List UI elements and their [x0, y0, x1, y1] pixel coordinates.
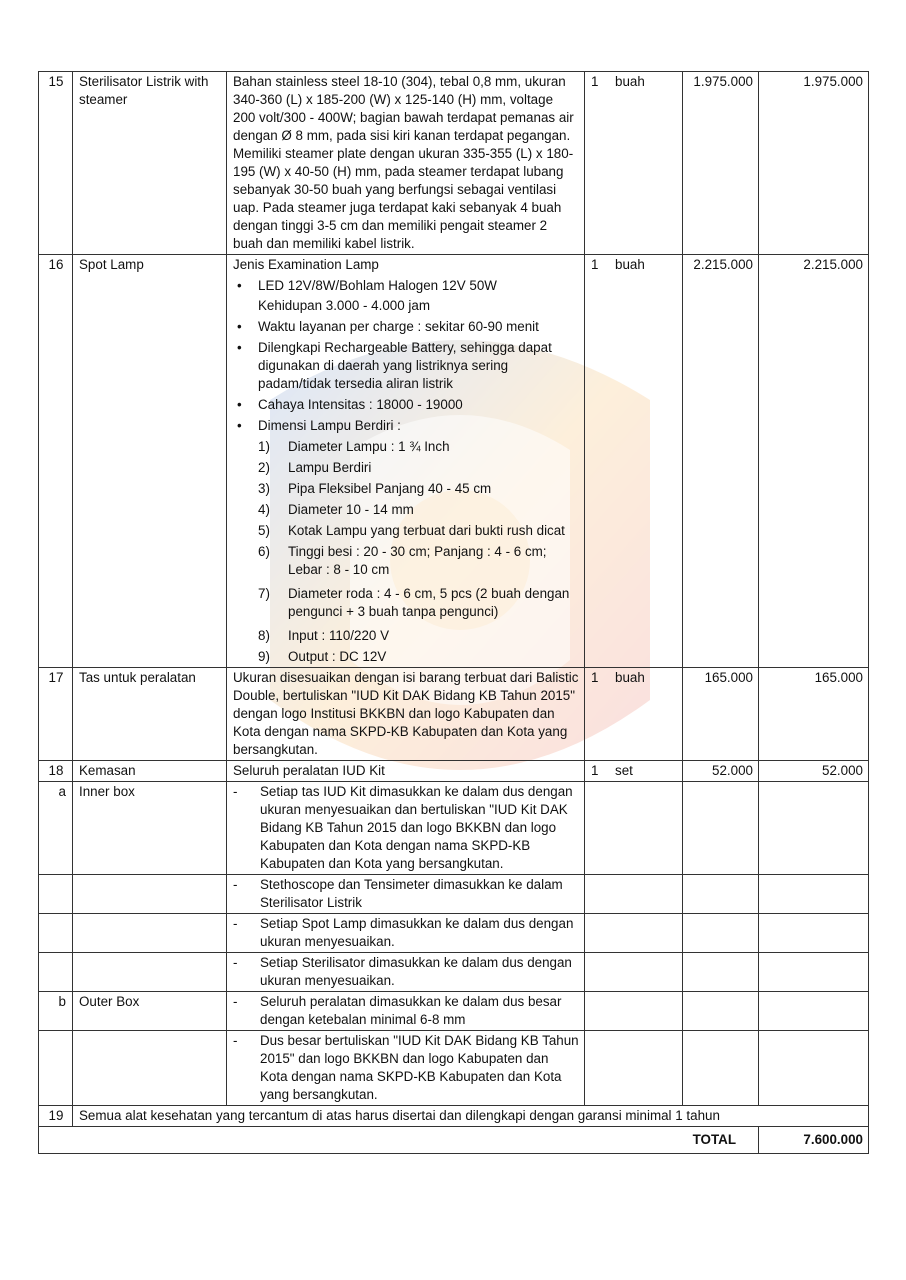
quantity-unit: buah [615, 74, 645, 89]
item-name: Outer Box [73, 992, 227, 1031]
list-item: • LED 12V/8W/Bohlam Halogen 12V 50W [233, 277, 579, 295]
item-name: Spot Lamp [73, 255, 227, 668]
table-row [39, 668, 869, 761]
list-item: 5) Kotak Lampu yang terbuat dari bukti rush dicat [258, 523, 565, 538]
unit-price: 1.975.000 [683, 72, 759, 255]
item-name: Inner box [73, 782, 227, 875]
list-item: • Dimensi Lampu Berdiri : [233, 417, 579, 435]
quantity-value: 1 [591, 763, 599, 778]
item-quantity [585, 761, 683, 782]
line-total: 2.215.000 [759, 255, 869, 668]
quantity-unit: buah [615, 670, 645, 685]
table-row [39, 875, 869, 914]
table-row [39, 761, 869, 782]
packing-note: Stethoscope dan Tensimeter dimasukkan ke dalam Sterilisator Listrik [260, 877, 563, 910]
item-number: 17 [39, 668, 73, 761]
item-specification: Seluruh peralatan IUD Kit [227, 761, 585, 782]
item-number: 18 [39, 761, 73, 782]
item-specification: - Setiap tas IUD Kit dimasukkan ke dalam dus dengan ukuran menyesuaikan dan bertuliskan "IUD Kit DAK Bidang KB Tahun 2015 dan logo BKKBN dan logo Kabupaten dan Kota dengan nama SKPD-KB Kabupaten dan Kota yang bersangkutan. [227, 782, 585, 875]
line-total: 165.000 [759, 668, 869, 761]
item-specification: - Dus besar bertuliskan "IUD Kit DAK Bidang KB Tahun 2015" dan logo BKKBN dan logo Kabupaten dan Kota dengan nama SKPD-KB Kabupaten dan Kota yang bersangkutan. [227, 1031, 585, 1106]
table-row [39, 1106, 869, 1127]
list-item: • Cahaya Intensitas : 18000 - 19000 [233, 396, 579, 414]
line-total: 1.975.000 [759, 72, 869, 255]
warranty-note: Semua alat kesehatan yang tercantum di atas harus disertai dan dilengkapi dengan garansi minimal 1 tahun [73, 1106, 869, 1127]
table-row [39, 782, 869, 875]
spec-note: Kehidupan 3.000 - 4.000 jam [258, 298, 430, 313]
item-specification: - Seluruh peralatan dimasukkan ke dalam dus besar dengan ketebalan minimal 6-8 mm [227, 992, 585, 1031]
quantity-value: 1 [591, 257, 599, 272]
packing-note: Setiap Spot Lamp dimasukkan ke dalam dus dengan ukuran menyesuaikan. [260, 916, 574, 949]
item-name: Sterilisator Listrik with steamer [73, 72, 227, 255]
unit-price: 52.000 [683, 761, 759, 782]
list-item: 1) Diameter Lampu : 1 ¾ Inch [258, 439, 450, 454]
item-quantity [585, 72, 683, 255]
item-specification [227, 255, 585, 668]
item-specification: Ukuran disesuaikan dengan isi barang terbuat dari Balistic Double, bertuliskan "IUD Kit DAK Bidang KB Tahun 2015" dengan logo Institusi BKKBN dan logo Kabupaten dan Kota dengan nama SKPD-KB Kabupaten dan Kota yang bersangkutan. [227, 668, 585, 761]
table-row [39, 914, 869, 953]
item-name: Tas untuk peralatan [73, 668, 227, 761]
specification-table [38, 71, 869, 1154]
item-specification: - Stethoscope dan Tensimeter dimasukkan ke dalam Sterilisator Listrik [227, 875, 585, 914]
sub-item-letter: a [39, 782, 73, 875]
quantity-unit: set [615, 763, 633, 778]
table-row [39, 953, 869, 992]
total-label: TOTAL [39, 1127, 759, 1154]
quantity-value: 1 [591, 74, 599, 89]
dimension-list [233, 438, 579, 666]
grand-total: 7.600.000 [759, 1127, 869, 1154]
quantity-value: 1 [591, 670, 599, 685]
list-item: 6) Tinggi besi : 20 - 30 cm; Panjang : 4 - 6 cm; Lebar : 8 - 10 cm [258, 544, 547, 577]
list-item: 8) Input : 110/220 V [258, 628, 390, 643]
item-number: 19 [39, 1106, 73, 1127]
item-quantity [585, 668, 683, 761]
list-item: • Waktu layanan per charge : sekitar 60-90 menit [233, 318, 579, 336]
spec-bullet-list [233, 318, 579, 435]
list-item: 3) Pipa Fleksibel Panjang 40 - 45 cm [258, 481, 492, 496]
list-item: 4) Diameter 10 - 14 mm [258, 502, 414, 517]
list-item: 9) Output : DC 12V [258, 649, 387, 664]
item-specification: - Setiap Spot Lamp dimasukkan ke dalam dus dengan ukuran menyesuaikan. [227, 914, 585, 953]
unit-price: 165.000 [683, 668, 759, 761]
table-row [39, 1031, 869, 1106]
quantity-unit: buah [615, 257, 645, 272]
item-name: Kemasan [73, 761, 227, 782]
item-number: 16 [39, 255, 73, 668]
list-item: • Dilengkapi Rechargeable Battery, sehingga dapat digunakan di daerah yang listriknya sering padam/tidak tersedia aliran listrik [233, 339, 579, 393]
spec-bullet-list [233, 277, 579, 295]
table-row [39, 72, 869, 255]
item-specification: - Setiap Sterilisator dimasukkan ke dalam dus dengan ukuran menyesuaikan. [227, 953, 585, 992]
item-specification: Bahan stainless steel 18-10 (304), tebal 0,8 mm, ukuran 340-360 (L) x 185-200 (W) x 125-140 (H) mm, voltage 200 volt/300 - 400W; bagian bawah terdapat pemanas air dengan Ø 8 mm, pada sisi kiri kanan terdapat pegangan. Memiliki steamer plate dengan ukuran 335-355 (L) x 180-195 (W) x 40-50 (H) mm, pada steamer terdapat lubang sebanyak 30-50 buah yang berfungsi sebagai ventilasi uap. Pada steamer juga terdapat kaki sebanyak 4 buah dengan tinggi 3-5 cm dan memiliki pengait steamer 2 buah dan memiliki kabel listrik. [227, 72, 585, 255]
item-number: 15 [39, 72, 73, 255]
line-total: 52.000 [759, 761, 869, 782]
packing-note: Setiap Sterilisator dimasukkan ke dalam dus dengan ukuran menyesuaikan. [260, 955, 572, 988]
item-quantity [585, 255, 683, 668]
list-item: 2) Lampu Berdiri [258, 460, 372, 475]
spec-intro: Jenis Examination Lamp [233, 257, 379, 272]
list-item: 7) Diameter roda : 4 - 6 cm, 5 pcs (2 buah dengan pengunci + 3 buah tanpa pengunci) [258, 586, 570, 619]
packing-note: Setiap tas IUD Kit dimasukkan ke dalam dus dengan ukuran menyesuaikan dan bertuliskan "IUD Kit DAK Bidang KB Tahun 2015 dan logo BKKBN dan logo Kabupaten dan Kota dengan nama SKPD-KB Kabupaten dan Kota yang bersangkutan. [260, 784, 573, 871]
table-row [39, 992, 869, 1031]
total-row [39, 1127, 869, 1154]
packing-note: Seluruh peralatan dimasukkan ke dalam dus besar dengan ketebalan minimal 6-8 mm [260, 994, 562, 1027]
packing-note: Dus besar bertuliskan "IUD Kit DAK Bidang KB Tahun 2015" dan logo BKKBN dan logo Kabupaten dan Kota dengan nama SKPD-KB Kabupaten dan Kota yang bersangkutan. [260, 1033, 579, 1102]
table-row [39, 255, 869, 668]
unit-price: 2.215.000 [683, 255, 759, 668]
sub-item-letter: b [39, 992, 73, 1031]
